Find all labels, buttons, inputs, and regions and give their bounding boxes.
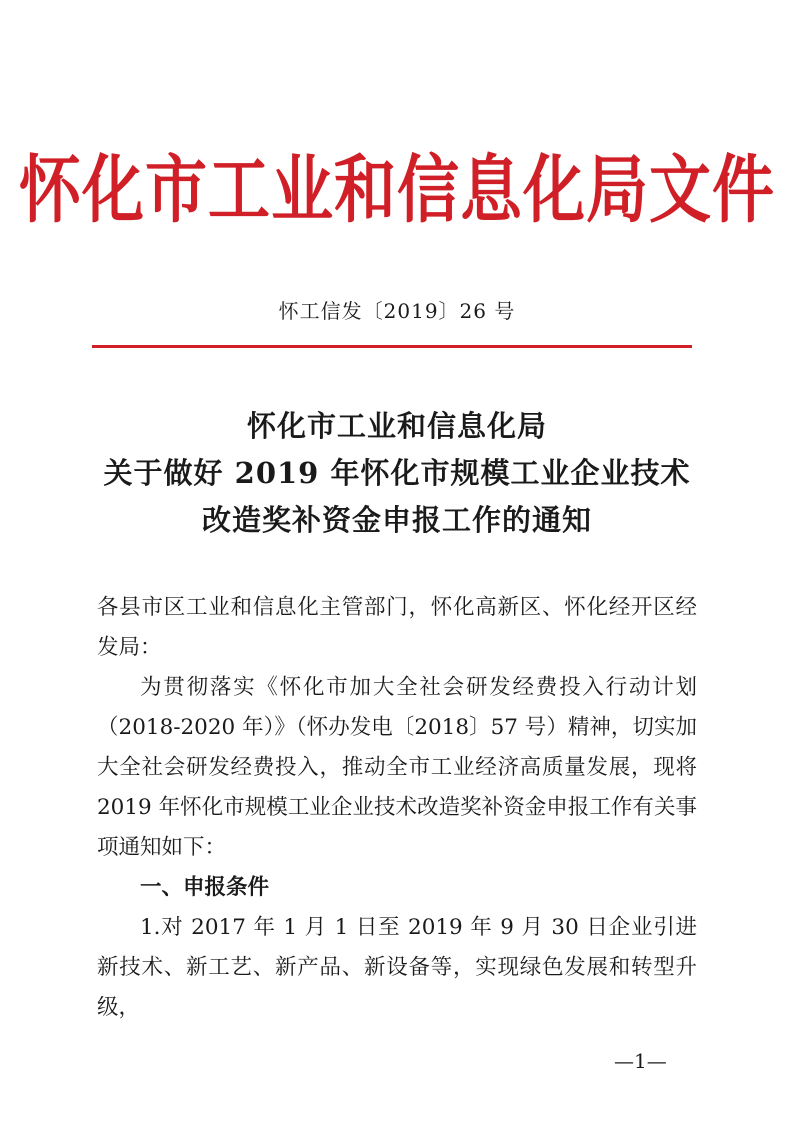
title-line-3: 改造奖补资金申报工作的通知 — [201, 503, 592, 537]
document-issuer-header: 怀化市工业和信息化局文件 — [18, 146, 775, 233]
document-number: 怀工信发〔2019〕26 号 — [278, 299, 516, 323]
document-title — [0, 403, 794, 544]
addressee-paragraph: 各县市区工业和信息化主管部门，怀化高新区、怀化经开区经发局： — [97, 595, 697, 660]
document-body — [97, 588, 697, 1028]
title-line-2: 关于做好 2019 年怀化市规模工业企业技术 — [103, 456, 691, 490]
condition-item-1: 1.对 2017 年 1 月 1 日至 2019 年 9 月 30 日企业引进新技术、新工艺、新产品、新设备等，实现绿色发展和转型升级， — [97, 915, 697, 1020]
red-divider-line — [92, 345, 692, 348]
intro-paragraph: 为贯彻落实《怀化市加大全社会研发经费投入行动计划（2018-2020 年）》（怀办发电〔2018〕57 号）精神，切实加大全社会研发经费投入，推动全市工业经济高质量发展，现将 2019 年怀化市规模工业企业技术改造奖补资金申报工作有关事项通知如下： — [97, 675, 697, 860]
title-line-1: 怀化市工业和信息化局 — [246, 409, 547, 443]
page-number: —1— — [614, 1049, 667, 1073]
section-heading-application-conditions: 一、申报条件 — [140, 875, 270, 900]
